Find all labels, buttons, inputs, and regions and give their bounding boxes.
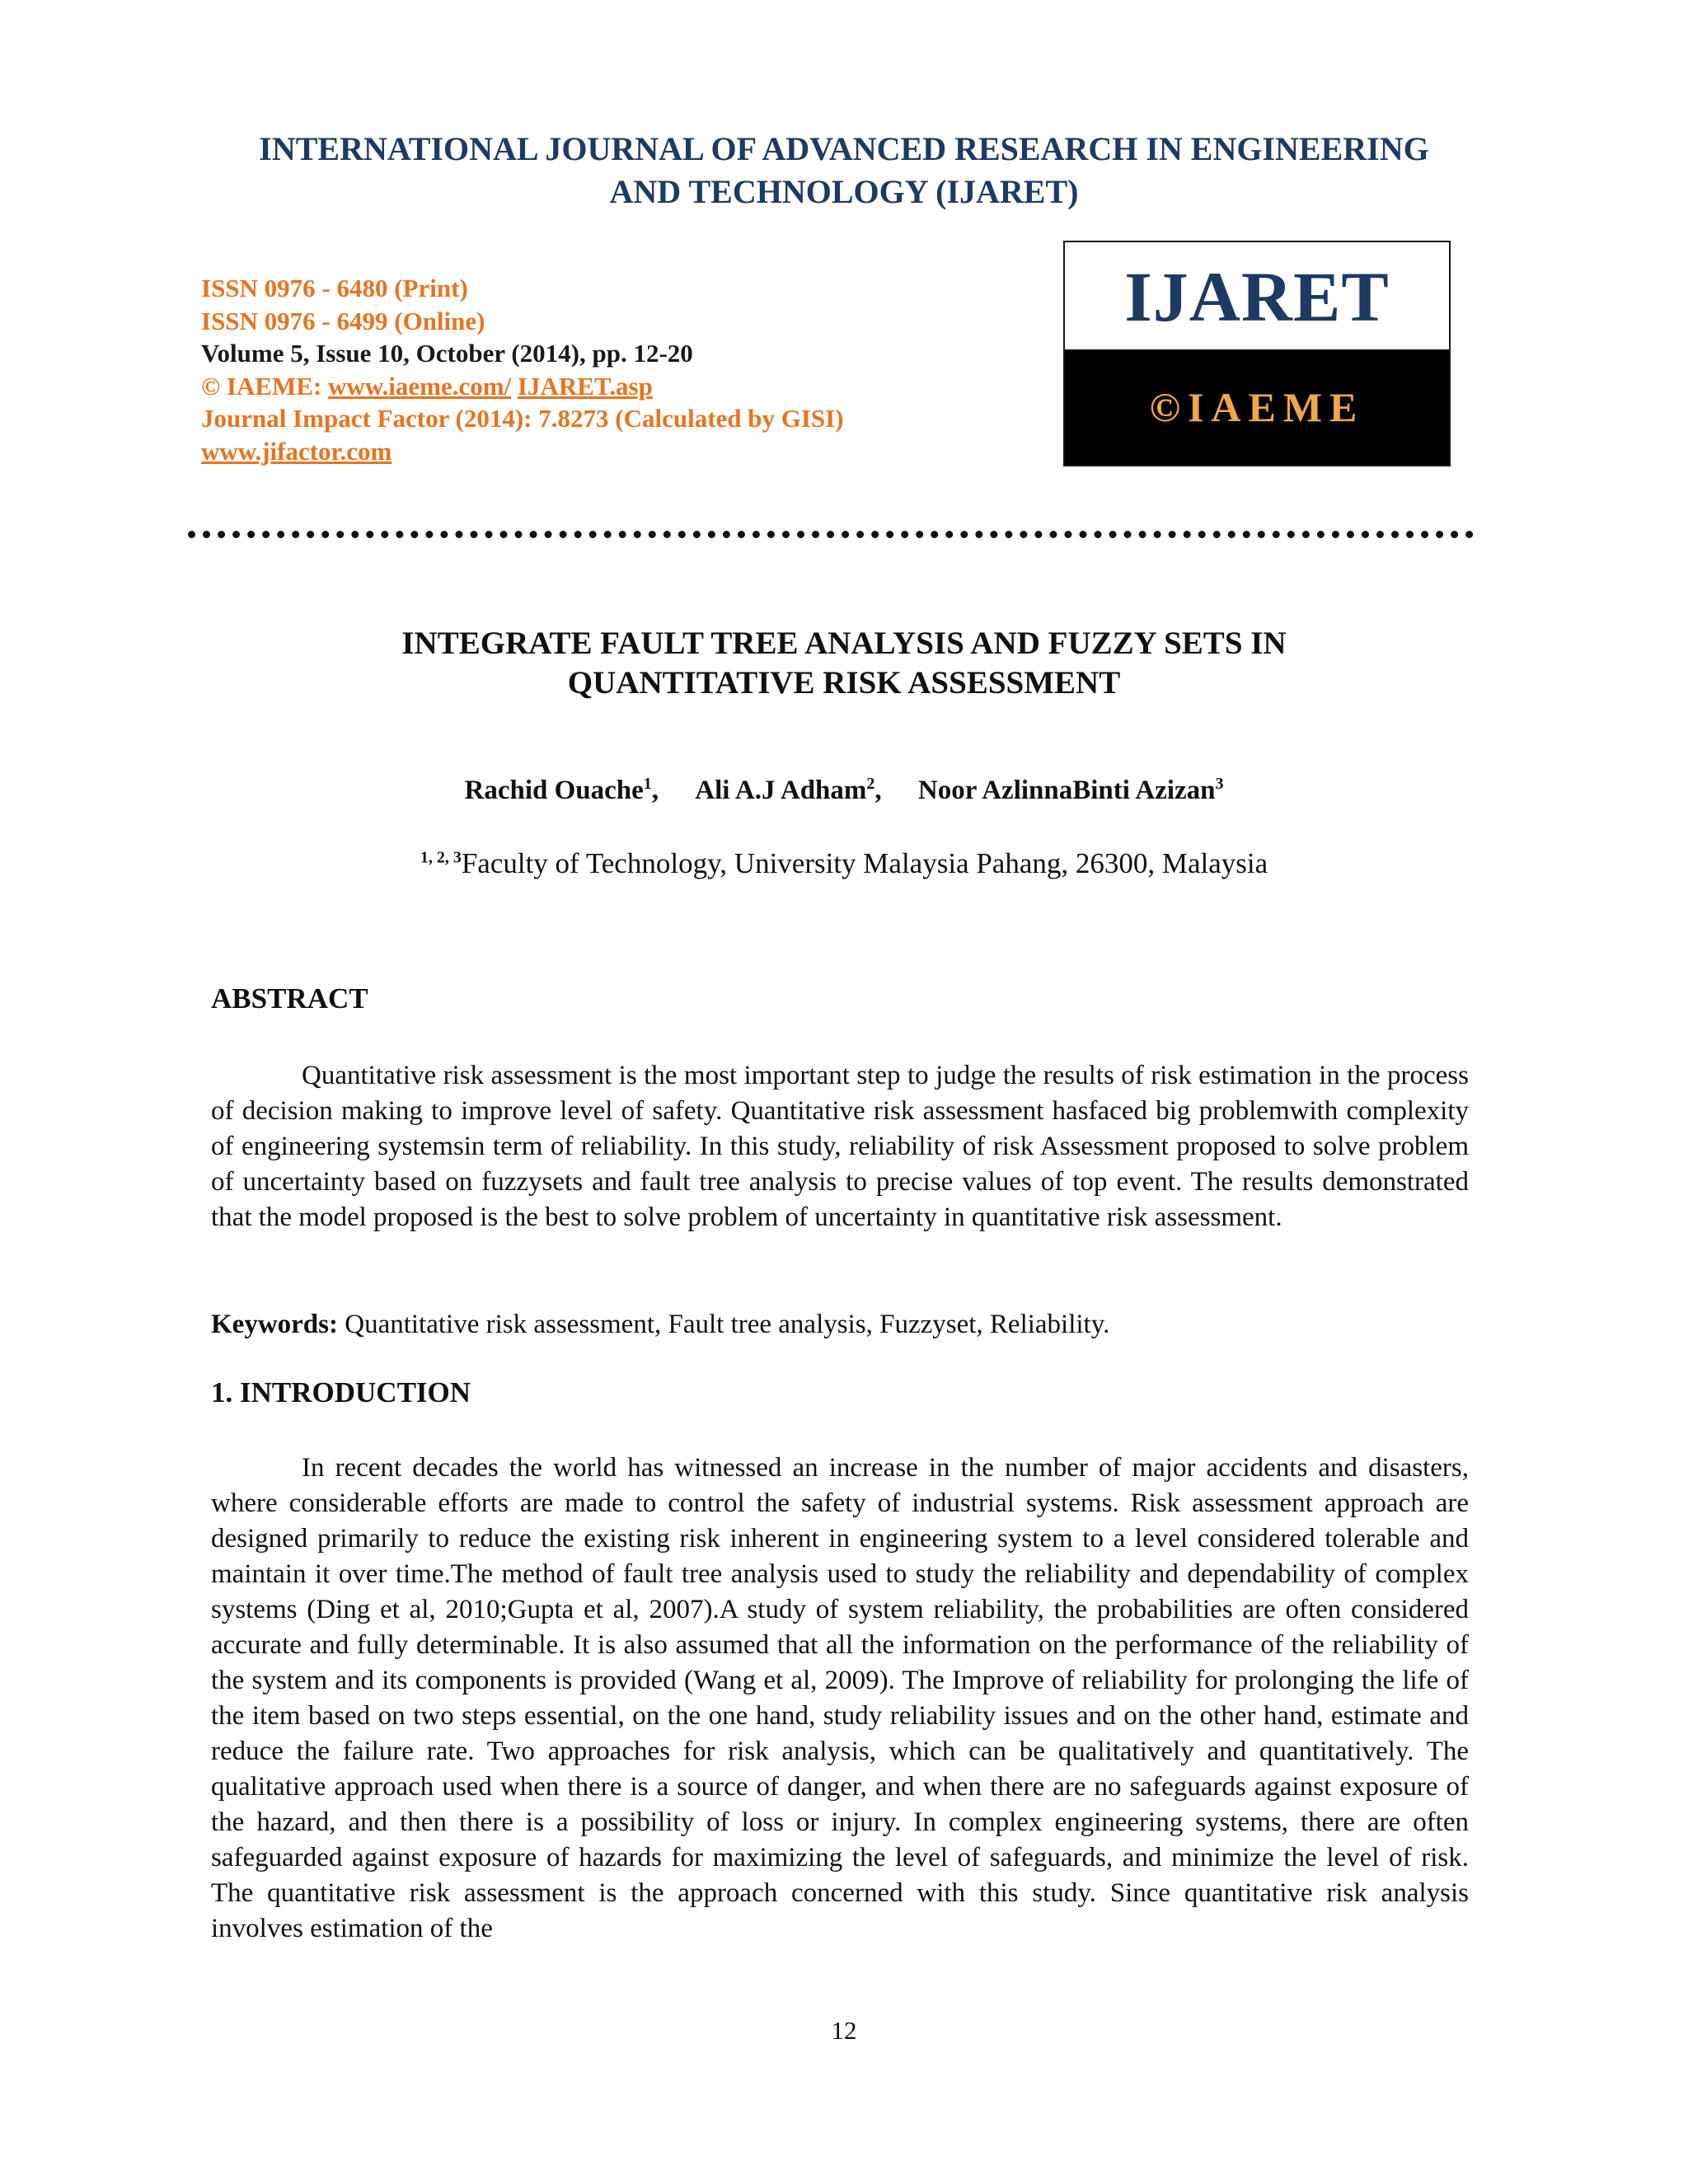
journal-logo [1063, 241, 1451, 466]
impact-factor: Journal Impact Factor (2014): 7.8273 (Calculated by GISI) [201, 404, 844, 433]
logo-ijaret-text: IJARET [1124, 257, 1390, 336]
page-number: 12 [831, 2016, 857, 2045]
affiliation-superscript: 1, 2, 3 [420, 848, 462, 867]
journal-title-line1: INTERNATIONAL JOURNAL OF ADVANCED RESEARCH IN ENGINEERING [259, 130, 1429, 167]
iaeme-prefix: © IAEME: [201, 371, 329, 401]
abstract-heading: ABSTRACT [211, 982, 368, 1015]
issn-print: ISSN 0976 - 6480 (Print) [201, 274, 468, 302]
volume-info: Volume 5, Issue 10, October (2014), pp. 12-20 [201, 339, 693, 368]
jifactor-link[interactable]: www.jifactor.com [201, 436, 392, 466]
abstract-text: Quantitative risk assessment is the most important step to judge the results of risk estimation in the process of decision making to improve level of safety. Quantitative risk assessment hasfaced big problemwith complexity of engineering systemsin term of reliability. In this study, reliability of risk Assessment proposed to solve problem of uncertainty based on fuzzysets and fault tree analysis to precise values of top event. The results demonstrated that the model proposed is the best to solve problem of uncertainty in quantitative risk assessment. [211, 1061, 1469, 1232]
journal-title [148, 128, 1540, 213]
paper-title-line2: QUANTITATIVE RISK ASSESSMENT [567, 665, 1121, 701]
paper-title-line1: INTEGRATE FAULT TREE ANALYSIS AND FUZZY SETS IN [401, 626, 1287, 661]
iaeme-line [201, 370, 844, 403]
affiliation-text: Faculty of Technology, University Malaysia Pahang, 26300, Malaysia [461, 847, 1268, 879]
affiliation [165, 847, 1523, 880]
dotted-divider [188, 531, 1474, 538]
author-3: Noor AzlinnaBinti Azizan$^3$ [917, 775, 1224, 805]
paper-title [214, 624, 1474, 703]
journal-title-line2: AND TECHNOLOGY (IJARET) [609, 173, 1079, 210]
author-1: Rachid Ouache$^1$, [464, 775, 659, 805]
issn-online: ISSN 0976 - 6499 (Online) [201, 306, 485, 335]
ijaret-link[interactable]: IJARET.asp [517, 371, 653, 401]
logo-iaeme-text: ©IAEME [1065, 349, 1449, 465]
author-list [165, 775, 1523, 806]
keywords [211, 1307, 1469, 1343]
introduction-text: In recent decades the world has witnessed an increase in the number of major accidents and disasters, where considerable efforts are made to control the safety of industrial systems. Risk assessment approach are designed primarily to reduce the existing risk inherent in engineering system to a level considered tolerable and maintain it over time.The method of fault tree analysis used to study the reliability and dependability of complex systems (Ding et al, 2010;Gupta et al, 2007).A study of system reliability, the probabilities are often considered accurate and fully determinable. It is also assumed that all the information on the performance of the reliability of the system and its components is provided (Wang et al, 2009). The Improve of reliability for prolonging the life of the item based on two steps essential, on the one hand, study reliability issues and on the other hand, estimate and reduce the failure rate. Two approaches for risk analysis, which can be qualitatively and quantitatively. The qualitative approach used when there is a source of danger, and when there are no safeguards against exposure of the hazard, and then there is a possibility of loss or injury. In complex engineering systems, there are often safeguarded against exposure of hazards for maximizing the level of safeguards, and minimize the level of risk. The quantitative risk assessment is the approach concerned with this study. Since quantitative risk analysis involves estimation of the [211, 1453, 1469, 1943]
keywords-text: Quantitative risk assessment, Fault tree analysis, Fuzzyset, Reliability. [337, 1310, 1110, 1339]
publication-meta [201, 272, 844, 467]
keywords-label: Keywords: [211, 1310, 338, 1339]
author-2: Ali A.J Adham$^2$, [695, 775, 882, 805]
iaeme-link[interactable]: www.iaeme.com/ [328, 371, 512, 401]
introduction-heading: 1. INTRODUCTION [211, 1376, 471, 1408]
